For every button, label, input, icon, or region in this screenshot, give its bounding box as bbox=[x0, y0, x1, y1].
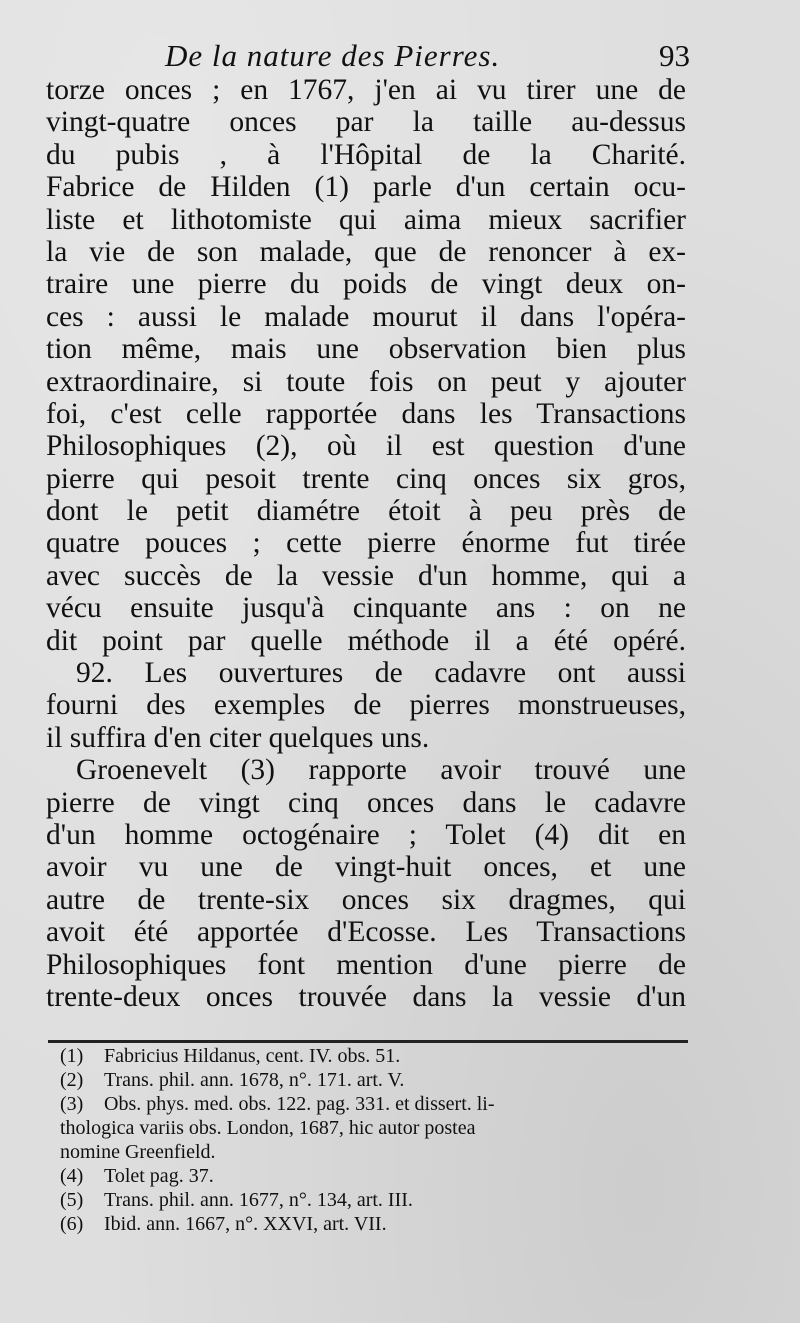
text-line: pierre de vingt cinq onces dans le cadavre bbox=[46, 786, 686, 819]
text-line: extraordinaire, si toute fois on peut y ajouter bbox=[46, 365, 686, 398]
text-line: autre de trente-six onces six dragmes, qui bbox=[46, 883, 686, 916]
footnote-mark: (3) bbox=[60, 1093, 84, 1115]
text-line: Philosophiques font mention d'une pierre de bbox=[46, 948, 686, 981]
footnote-mark: (2) bbox=[60, 1069, 84, 1091]
page-number: 93 bbox=[659, 38, 690, 73]
text-line: vécu ensuite jusqu'à cinquante ans : on ne bbox=[46, 592, 686, 625]
text-line: fourni des exemples de pierres monstrueuses, bbox=[46, 689, 686, 722]
footnote-continuation bbox=[60, 1140, 700, 1164]
text-line: ces : aussi le malade mourut il dans l'opéra- bbox=[46, 300, 686, 333]
text-line: vingt-quatre onces par la taille au-dessus bbox=[46, 106, 686, 139]
text-line: Philosophiques (2), où il est question d'une bbox=[46, 430, 686, 463]
text-line: avec succès de la vessie d'un homme, qui a bbox=[46, 559, 686, 592]
footnote bbox=[60, 1068, 700, 1092]
footnote bbox=[60, 1212, 700, 1236]
text-line: dit point par quelle méthode il a été opéré. bbox=[46, 624, 686, 657]
footnote-text: Trans. phil. ann. 1677, n°. 134, art. III. bbox=[104, 1189, 413, 1211]
text-line: avoit été apportée d'Ecosse. Les Transactions bbox=[46, 916, 686, 949]
footnote bbox=[60, 1092, 700, 1116]
footnote-text: Trans. phil. ann. 1678, n°. 171. art. V. bbox=[104, 1069, 405, 1091]
running-title: De la nature des Pierres. bbox=[165, 38, 501, 73]
text-line: Groenevelt (3) rapporte avoir trouvé une bbox=[76, 754, 686, 787]
body-text bbox=[46, 74, 686, 1013]
footnote bbox=[60, 1044, 700, 1068]
text-line: traire une pierre du poids de vingt deux on- bbox=[46, 268, 686, 301]
footnote-continuation bbox=[60, 1116, 700, 1140]
footnote-mark: (5) bbox=[60, 1189, 84, 1211]
footnote-text: thologica variis obs. London, 1687, hic autor postea bbox=[60, 1117, 476, 1139]
text-line: trente-deux onces trouvée dans la vessie d'un bbox=[46, 980, 686, 1013]
footnote bbox=[60, 1164, 700, 1188]
footnote-text: nomine Greenfield. bbox=[60, 1141, 216, 1163]
text-line: dont le petit diamétre étoit à peu près de bbox=[46, 495, 686, 528]
footnote-rule bbox=[48, 1040, 688, 1043]
text-line: il suffira d'en citer quelques uns. bbox=[46, 721, 430, 754]
text-line: pierre qui pesoit trente cinq onces six gros, bbox=[46, 462, 686, 495]
text-line: tion même, mais une observation bien plus bbox=[46, 333, 686, 366]
footnote-mark: (1) bbox=[60, 1045, 84, 1067]
text-line: Fabrice de Hilden (1) parle d'un certain ocu- bbox=[46, 171, 686, 204]
footnote bbox=[60, 1188, 700, 1212]
text-line: d'un homme octogénaire ; Tolet (4) dit en bbox=[46, 818, 686, 851]
footnotes bbox=[60, 1044, 700, 1236]
footnote-mark: (4) bbox=[60, 1165, 84, 1187]
footnote-text: Fabricius Hildanus, cent. IV. obs. 51. bbox=[104, 1045, 401, 1067]
text-line: liste et lithotomiste qui aima mieux sacrifier bbox=[46, 203, 686, 236]
text-line: du pubis , à l'Hôpital de la Charité. bbox=[46, 138, 686, 171]
text-line: quatre pouces ; cette pierre énorme fut tirée bbox=[46, 527, 686, 560]
text-line: torze onces ; en 1767, j'en ai vu tirer une de bbox=[46, 74, 686, 106]
text-line: foi, c'est celle rapportée dans les Transactions bbox=[46, 397, 686, 430]
footnote-text: Obs. phys. med. obs. 122. pag. 331. et dissert. li- bbox=[104, 1093, 495, 1115]
text-line: avoir vu une de vingt-huit onces, et une bbox=[46, 851, 686, 884]
text-line: la vie de son malade, que de renoncer à ex- bbox=[46, 235, 686, 268]
footnote-text: Tolet pag. 37. bbox=[104, 1165, 214, 1187]
footnote-mark: (6) bbox=[60, 1213, 84, 1235]
text-line: 92. Les ouvertures de cadavre ont aussi bbox=[76, 657, 686, 690]
footnote-text: Ibid. ann. 1667, n°. XXVI, art. VII. bbox=[104, 1213, 387, 1235]
